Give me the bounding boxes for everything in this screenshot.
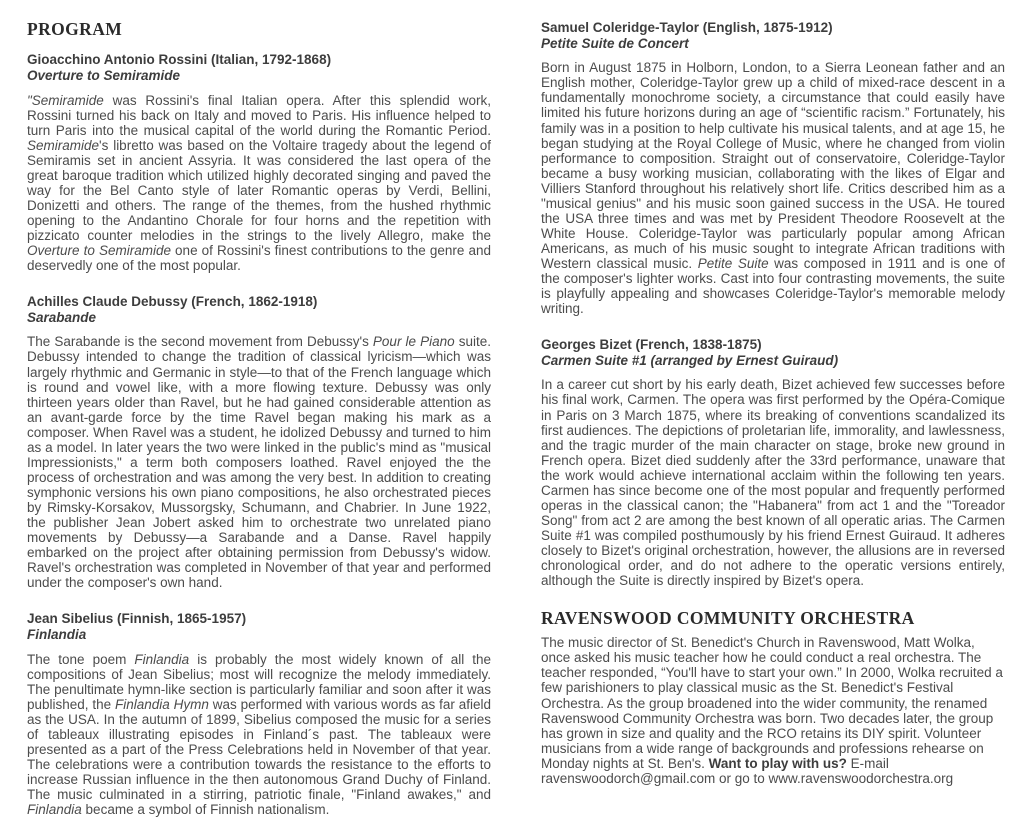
composer-name: Jean Sibelius (Finnish, 1865-1957) — [27, 611, 247, 627]
section-coleridge-taylor — [541, 20, 1005, 316]
work-title: Sarabande — [27, 309, 97, 325]
composer-name: Samuel Coleridge-Taylor (English, 1875-1912) — [541, 20, 833, 35]
column-right — [541, 20, 1005, 786]
orchestra-description: The music director of St. Benedict's Church in Ravenswood, Matt Wolka, once asked his music teacher how he could conduct a real orchestra. The teacher responded, “You'll have to start your own.” In 2000, Wolka recruited a few parishioners to play classical music as the St. Benedict's Festival Orchestra. As the group broadened into the wider community, the renamed Ravenswood Community Orchestra was born. Two decades later, the group has grown in size and quality and the RCO retains its DIY spirit. Volunteer musicians from a wide range of backgrounds and professions rehearse on Monday nights at St. Ben's. Want to play with us? E-mail ravenswoodorch@gmail.com or go to www.ravenswoodorchestra.org — [541, 635, 1003, 786]
section-bizet — [541, 337, 1005, 588]
composer-name: Gioacchino Antonio Rossini (Italian, 1792-1868) — [27, 52, 332, 68]
program-title: PROGRAM — [27, 19, 123, 39]
program-note: The Sarabande is the second movement from Debussy's Pour le Piano suite. Debussy intended to change the tradition of classical lyricism—which was largely rhythmic and Germanic in style—to that of the French language which is round and vowel like, with a more flowing texture. Debussy was only thirteen years older than Ravel, but he had gained considerable attention as an avant-garde force by the time Ravel began making his mark as a composer. When Ravel was a student, he idolized Debussy and turned to him as a model. In later years the two were linked in the public's mind as "musical Impressionists," a term both composers loathed. Ravel enjoyed the the process of orchestration and was among the very best. In addition to creating symphonic versions his own piano compositions, he also orchestrated pieces by Rimsky-Korsakov, Mussorgsky, Schumann, and Chabrier. In June 1922, the publisher Jean Jobert asked him to orchestrate two unrelated piano movements by Debussy—a Sarabande and a Danse. Ravel happily embarked on the project after obtaining permission from Debussy's widow. Ravel's orchestration was completed in November of that year and performed under the composer's own hand. — [27, 334, 491, 591]
program-note: The tone poem Finlandia is probably the most widely known of all the compositions of Jean Sibelius; most will recognize the melody immediately. The penultimate hymn-like section is particularly familiar and soon after it was published, the Finlandia Hymn was performed with various words as far afield as the USA. In the autumn of 1899, Sibelius composed the music for a series of tableaux illustrating episodes in Finland´s past. The tableaux were presented as a part of the Press Celebrations held in November of that year. The celebrations were a contribution towards the resistance to the efforts to increase Russian influence in the then autonomous Grand Duchy of Finland. The music culminated in a stirring, patriotic finale, "Finland awakes," and Finlandia became a symbol of Finnish nationalism. — [27, 651, 491, 817]
work-title: Overture to Semiramide — [27, 67, 181, 83]
work-title: Finlandia — [27, 626, 87, 642]
program-note: In a career cut short by his early death, Bizet achieved few successes before his final work, Carmen. The opera was first performed by the Opéra-Comique in Paris on 3 March 1875, where its breaking of conventions scandalized its first audiences. The depictions of proletarian life, immorality, and lawlessness, and the tragic murder of the main character on stage, broke new ground in French opera. Bizet died suddenly after the 33rd performance, unaware that the work would achieve international acclaim within the following ten years. Carmen has since become one of the most popular and frequently performed operas in the classical canon; the "Habanera" from act 1 and the "Toreador Song" from act 2 are among the best known of all operatic arias. The Carmen Suite #1 was compiled posthumously by his friend Ernest Guiraud. It adheres closely to Bizet's original orchestration, however, the allusions are in reversed chronological order, and do not adhere to the operatic versions entirely, although the Suite is directly inspired by Bizet's opera. — [541, 377, 1005, 589]
section-rossini — [27, 52, 491, 273]
column-left — [27, 19, 491, 817]
composer-name: Georges Bizet (French, 1838-1875) — [541, 337, 762, 353]
orchestra-title: RAVENSWOOD COMMUNITY ORCHESTRA — [541, 608, 915, 629]
work-title: Petite Suite de Concert — [541, 35, 689, 51]
work-title: Carmen Suite #1 (arranged by Ernest Guiraud) — [541, 352, 839, 368]
section-debussy — [27, 294, 491, 590]
program-note: Born in August 1875 in Holborn, London, to a Sierra Leonean father and an English mother, Coleridge-Taylor grew up a child of mixed-race descent in a fundamentally monochrome society, a circumstance that could easily have limited his future horizons during an age of “scientific racism.” Fortunately, his family was in a position to help cultivate his musical talents, and at age 15, he began studying at the Royal College of Music, where he changed from violin performance to composition. Straight out of conservatoire, Coleridge-Taylor became a busy working musician, collaborating with the likes of Elgar and Villiers Stanford throughout his relatively short life. Critics described him as a "musical genius" and his music soon gained success in the USA. He toured the USA three times and was met by President Theodore Roosevelt at the White House. Coleridge-Taylor was particularly popular among African Americans, as much of his music sought to integrate African traditions with Western classical music. Petite Suite was composed in 1911 and is one of the composer's lighter works. Cast into four contrasting movements, the suite is playfully appealing and showcases Coleridge-Taylor's memorable melody writing. — [541, 60, 1005, 317]
section-sibelius — [27, 611, 491, 817]
program-note: "Semiramide was Rossini's final Italian opera. After this splendid work, Rossini turned his back on Italy and moved to Paris. His influence helped to turn Paris into the musical capital of the world during the Romantic Period. Semiramide's libretto was based on the Voltaire tragedy about the legend of Semiramis set in ancient Assyria. It was considered the last opera of the great baroque tradition which utilized highly decorated singing and paved the way for the Bel Canto style of later Romantic operas by Verdi, Bellini, Donizetti and others. The range of the themes, from the hushed rhythmic opening to the Andantino Chorale for four horns and the repetition with pizzicato counter melodies in the strings to the lively Allegro, make the Overture to Semiramide one of Rossini's finest contributions to the genre and deservedly one of the most popular. — [27, 92, 491, 274]
composer-name: Achilles Claude Debussy (French, 1862-1918) — [27, 294, 318, 310]
